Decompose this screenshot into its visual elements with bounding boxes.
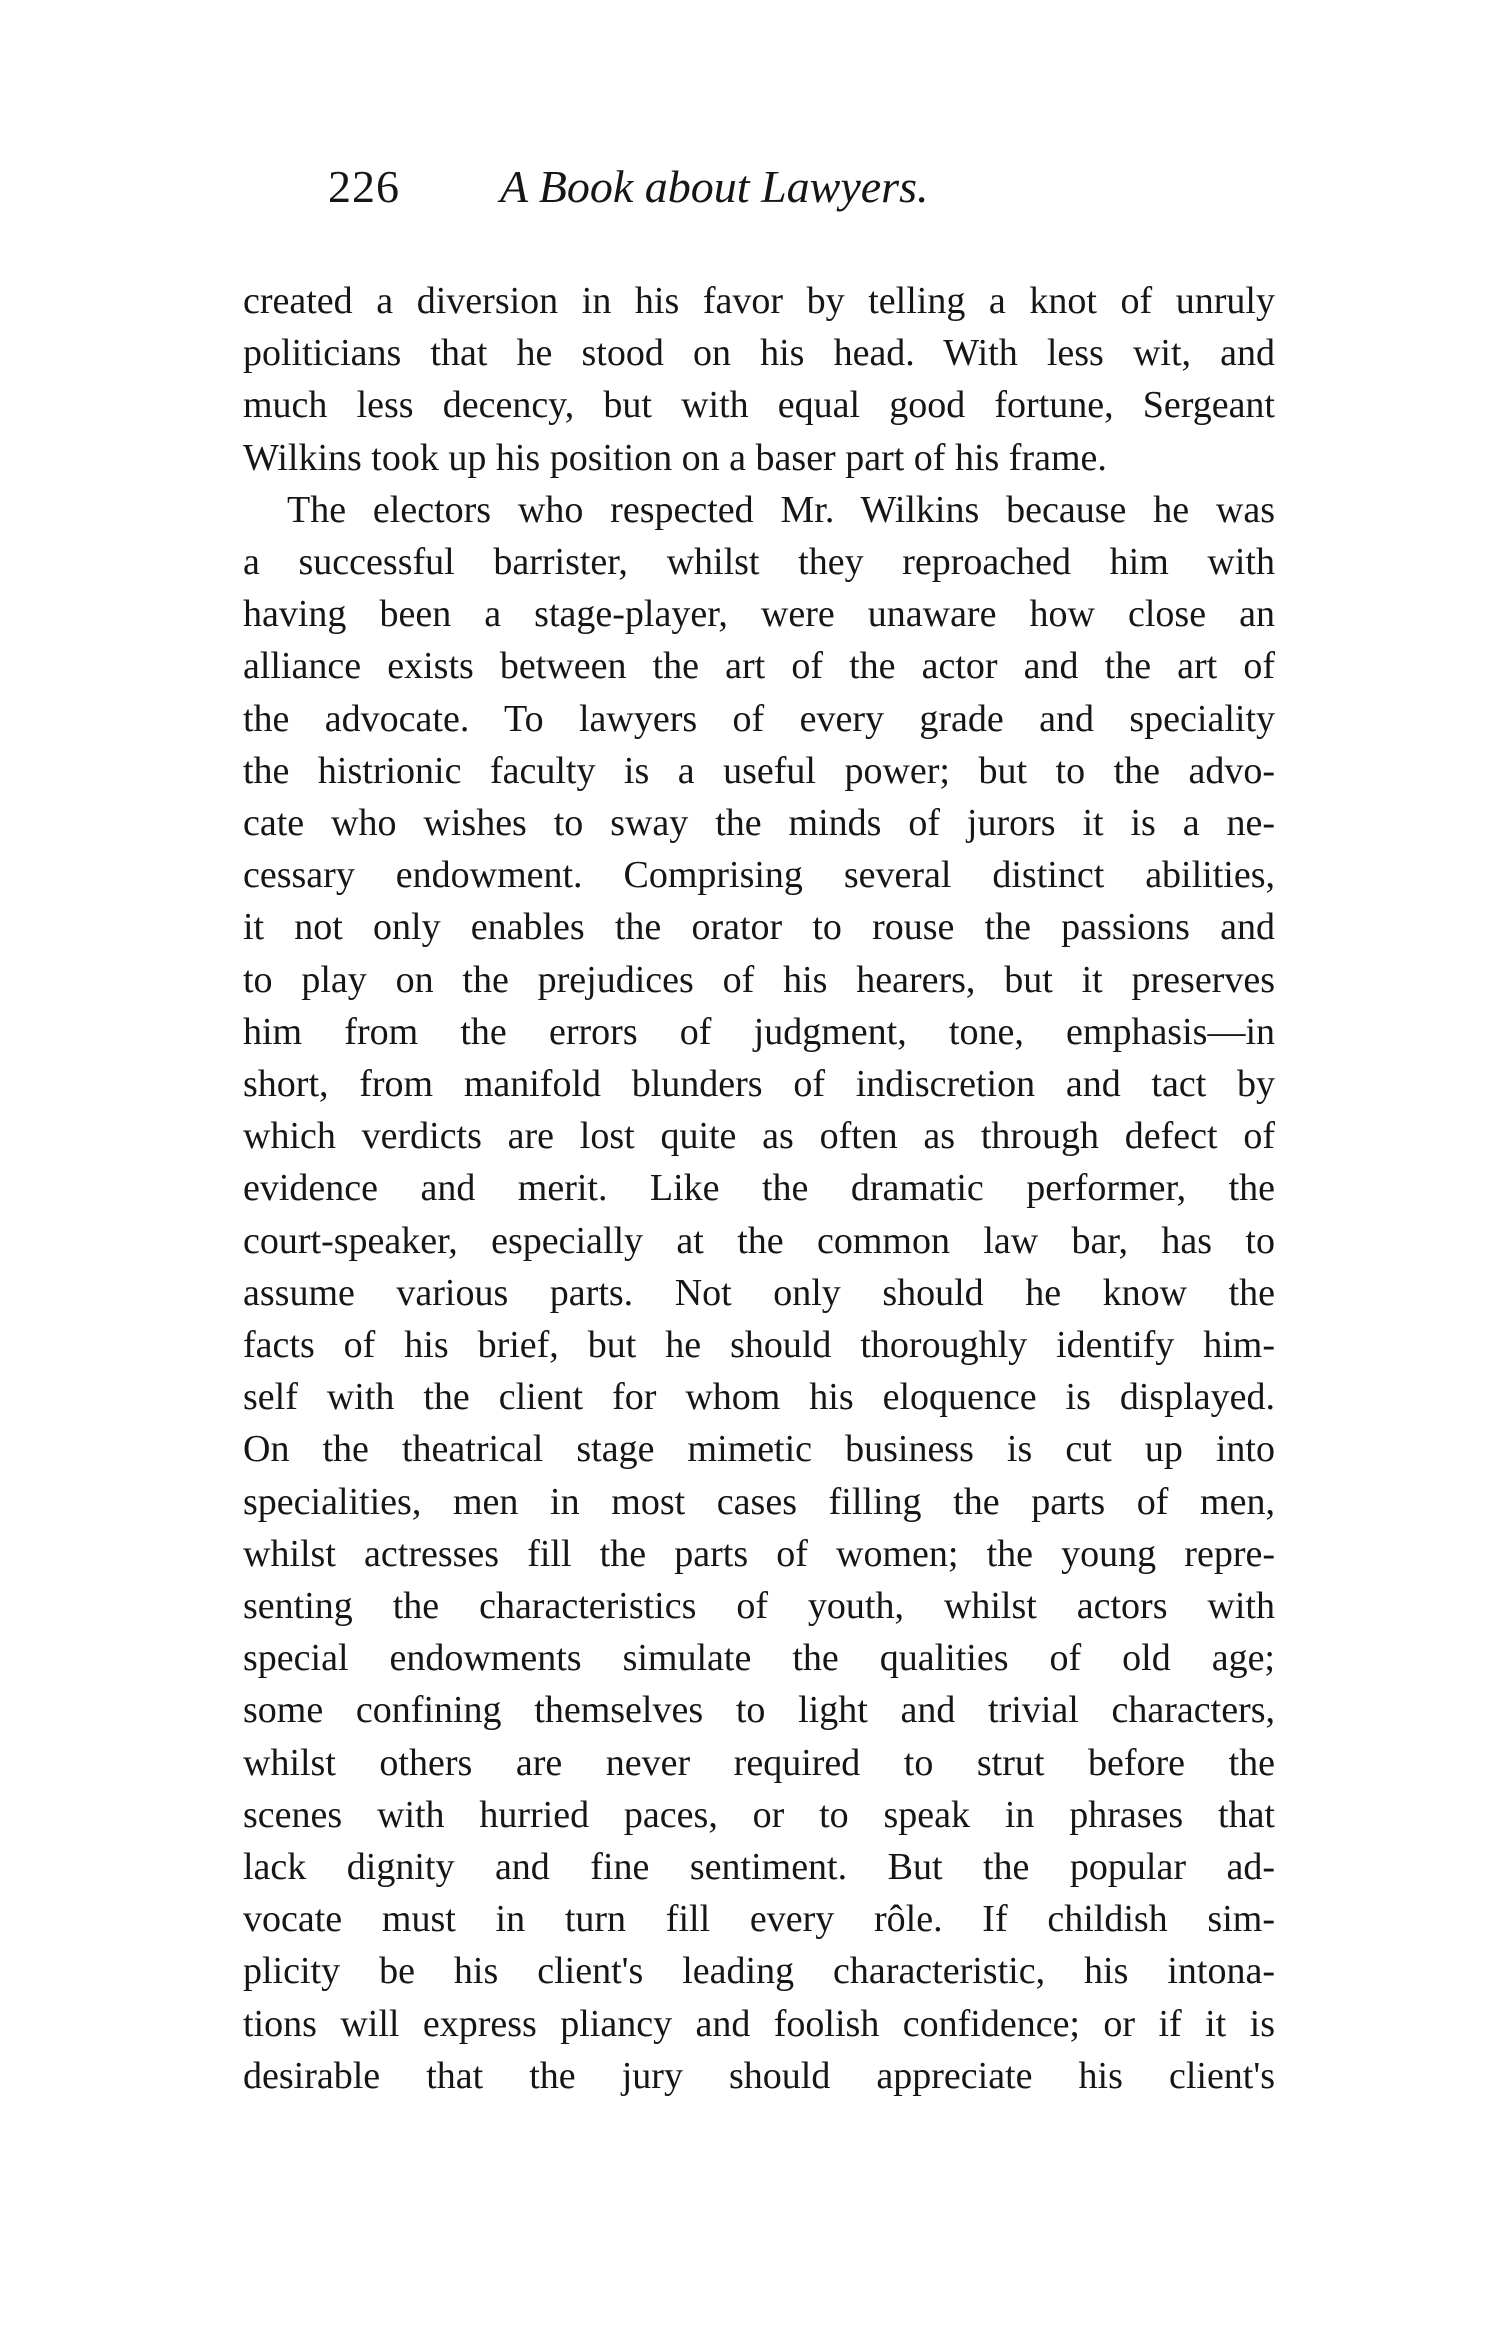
text-line-content: short, from manifold blunders of indiscretion and tact by [243, 1063, 1275, 1105]
text-line-content: desirable that the jury should appreciate his client's [243, 2054, 1275, 2097]
text-line [0, 379, 1501, 431]
text-line-content: court-speaker, especially at the common law bar, has to [243, 1219, 1275, 1262]
text-line [0, 901, 1501, 953]
text-line [0, 1215, 1501, 1267]
text-line [0, 954, 1501, 1006]
text-line [0, 1058, 1501, 1110]
text-line [0, 745, 1501, 797]
text-line-content: whilst actresses fill the parts of women; the young repre- [243, 1532, 1275, 1575]
text-line-content: some confining themselves to light and trivial characters, [243, 1689, 1275, 1732]
text-line [0, 1893, 1501, 1945]
text-line [0, 1371, 1501, 1423]
running-title: A Book about Lawyers. [500, 161, 929, 212]
text-line-content: alliance exists between the art of the actor and the art of [243, 645, 1275, 688]
text-line-content: The electors who respected Mr. Wilkins because he was [287, 488, 1275, 531]
text-line [0, 1580, 1501, 1632]
text-line-content: to play on the prejudices of his hearers, but it preserves [243, 958, 1275, 1001]
text-line [0, 640, 1501, 692]
text-line [0, 1684, 1501, 1736]
text-line [0, 1006, 1501, 1058]
text-line-content: politicians that he stood on his head. With less wit, and [243, 332, 1275, 375]
text-line-content: it not only enables the orator to rouse the passions and [243, 906, 1275, 949]
text-line-content: created a diversion in his favor by telling a knot of unruly [243, 280, 1275, 322]
text-line-content: evidence and merit. Like the dramatic performer, the [243, 1167, 1275, 1210]
text-line [0, 327, 1501, 379]
text-line-content: senting the characteristics of youth, whilst actors with [243, 1585, 1275, 1627]
text-line [0, 693, 1501, 745]
text-line [0, 275, 1501, 327]
text-line [0, 1737, 1501, 1789]
text-line-content: Wilkins took up his position on a baser part of his frame. [243, 436, 1107, 479]
text-line-content: the advocate. To lawyers of every grade and speciality [243, 697, 1275, 740]
text-line-content: facts of his brief, but he should thoroughly identify him- [243, 1324, 1275, 1366]
text-line-content: cate who wishes to sway the minds of jurors it is a ne- [243, 802, 1275, 844]
text-line-content: which verdicts are lost quite as often as through defect of [243, 1115, 1275, 1158]
text-line-content: whilst others are never required to strut before the [243, 1741, 1275, 1784]
text-line-content: lack dignity and fine sentiment. But the popular ad- [243, 1846, 1275, 1888]
text-line [0, 797, 1501, 849]
text-line [0, 1110, 1501, 1162]
text-line [0, 1476, 1501, 1528]
text-line [0, 588, 1501, 640]
text-line [0, 536, 1501, 588]
text-line-content: special endowments simulate the qualities of old age; [243, 1637, 1275, 1680]
text-line-content: plicity be his client's leading characteristic, his intona- [243, 1950, 1275, 1993]
text-line-content: him from the errors of judgment, tone, emphasis—in [243, 1010, 1275, 1053]
text-line [0, 2050, 1501, 2102]
text-line [0, 1319, 1501, 1371]
text-line-content: having been a stage-player, were unaware how close an [243, 593, 1275, 636]
text-line-content: tions will express pliancy and foolish confidence; or if it is [243, 2002, 1275, 2045]
text-line-content: self with the client for whom his eloquence is displayed. [243, 1376, 1275, 1419]
text-line [0, 1945, 1501, 1997]
text-line [0, 1267, 1501, 1319]
page-number: 226 [328, 161, 400, 212]
text-line [0, 1789, 1501, 1841]
text-line-content: scenes with hurried paces, or to speak in phrases that [243, 1793, 1275, 1836]
text-line-content: much less decency, but with equal good fortune, Sergeant [243, 384, 1275, 427]
text-line [0, 1528, 1501, 1580]
text-line-content: On the theatrical stage mimetic business is cut up into [243, 1428, 1275, 1471]
text-line-content: specialities, men in most cases filling the parts of men, [243, 1480, 1275, 1523]
text-line [0, 1162, 1501, 1214]
text-line [0, 1632, 1501, 1684]
text-line-content: the histrionic faculty is a useful power; but to the advo- [243, 749, 1275, 792]
text-line-content: cessary endowment. Comprising several distinct abilities, [243, 854, 1275, 897]
text-line [0, 849, 1501, 901]
text-line [0, 484, 1501, 536]
text-line [0, 1998, 1501, 2050]
text-line-content: assume various parts. Not only should he know the [243, 1271, 1275, 1314]
text-line [0, 1841, 1501, 1893]
running-head [0, 160, 1501, 230]
text-line-content: vocate must in turn fill every rôle. If childish sim- [243, 1898, 1275, 1941]
text-line-content: a successful barrister, whilst they reproached him with [243, 541, 1275, 583]
text-line [0, 432, 1501, 484]
text-line [0, 1423, 1501, 1475]
